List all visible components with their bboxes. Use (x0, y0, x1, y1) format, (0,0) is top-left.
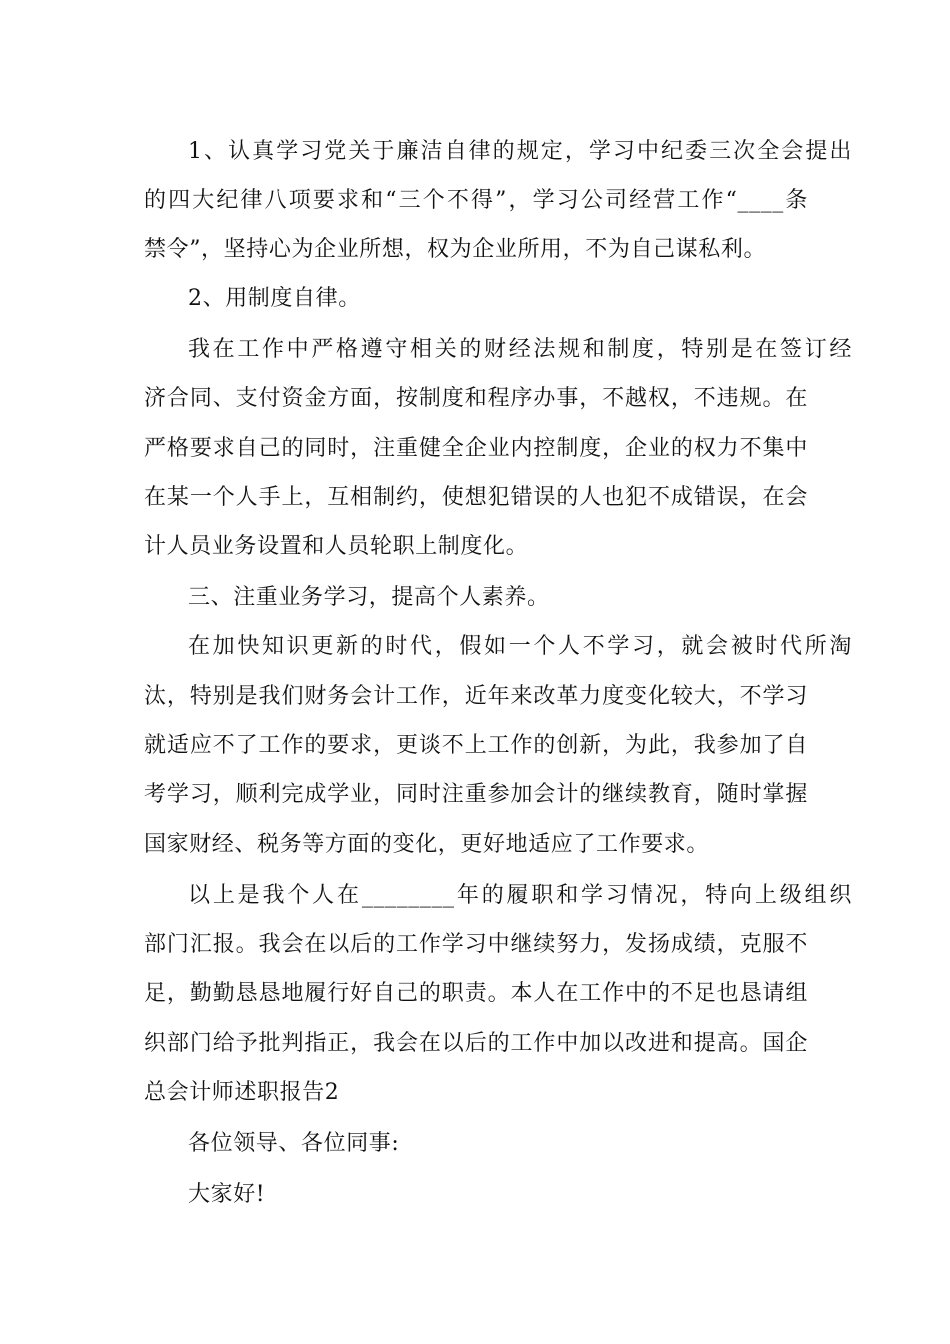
paragraph-line: 就适应不了工作的要求，更谈不上工作的创新，为此，我参加了自 (144, 733, 808, 758)
paragraph-line: 部门汇报。我会在以后的工作学习中继续努力，发扬成绩，克服不 (144, 932, 808, 957)
paragraph-line: 济合同、支付资金方面，按制度和程序办事，不越权，不违规。在 (144, 386, 808, 411)
paragraph-line: 禁令”，坚持心为企业所想，权为企业所用，不为自己谋私利。 (144, 237, 767, 262)
paragraph-line: 织部门给予批判指正，我会在以后的工作中加以改进和提高。国企 (144, 1031, 808, 1056)
paragraph-line: 汰，特别是我们财务会计工作，近年来改革力度变化较大，不学习 (144, 684, 808, 709)
salutation: 各位领导、各位同事: (188, 1131, 400, 1156)
paragraph-line: 在某一个人手上，互相制约，使想犯错误的人也犯不成错误，在会 (144, 485, 808, 510)
paragraph-line: 以上是我个人在________年的履职和学习情况，特向上级组织 (188, 883, 852, 908)
paragraph-line: 1、认真学习党关于廉洁自律的规定，学习中纪委三次全会提出 (188, 139, 852, 164)
document-title-line: 总会计师述职报告2 (144, 1080, 340, 1105)
paragraph-line: 足，勤勤恳恳地履行好自己的职责。本人在工作中的不足也恳请组 (144, 981, 808, 1006)
paragraph-line: 计人员业务设置和人员轮职上制度化。 (144, 534, 529, 559)
paragraph-line: 我在工作中严格遵守相关的财经法规和制度，特别是在签订经 (188, 337, 852, 362)
paragraph-line: 严格要求自己的同时，注重健全企业内控制度，企业的权力不集中 (144, 436, 808, 461)
section-heading: 三、注重业务学习，提高个人素养。 (188, 585, 550, 610)
section-heading: 2、用制度自律。 (188, 286, 361, 311)
greeting: 大家好! (188, 1182, 266, 1207)
paragraph-line: 国家财经、税务等方面的变化，更好地适应了工作要求。 (144, 832, 710, 857)
paragraph-line: 考学习，顺利完成学业，同时注重参加会计的继续教育，随时掌握 (144, 782, 808, 807)
paragraph-line: 在加快知识更新的时代，假如一个人不学习，就会被时代所淘 (188, 634, 852, 659)
paragraph-line: 的四大纪律八项要求和“三个不得”，学习公司经营工作“____条 (144, 188, 808, 213)
